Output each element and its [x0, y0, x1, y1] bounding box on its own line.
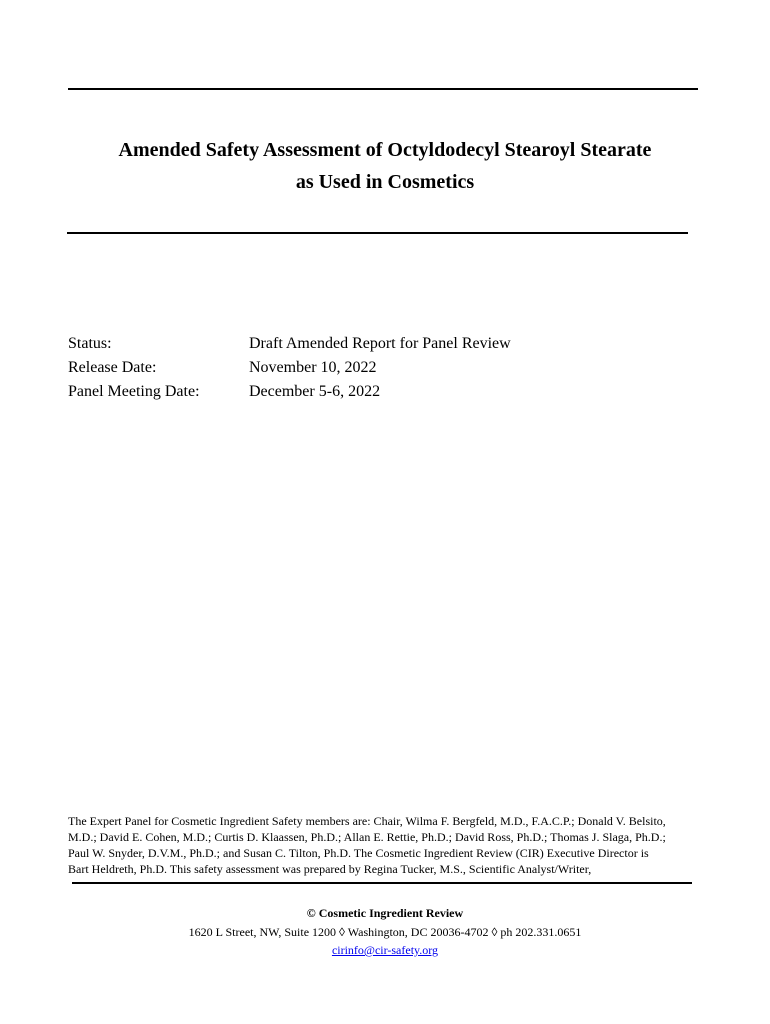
footer-divider	[72, 882, 692, 884]
status-label: Status:	[68, 335, 112, 352]
expert-panel-note	[68, 813, 708, 877]
release-date-label: Release Date:	[68, 359, 157, 376]
document-title-line-1: Amended Safety Assessment of Octyldodecyl Stearoyl Stearate	[118, 139, 652, 161]
panel-note-line: M.D.; David E. Cohen, M.D.; Curtis D. Klaassen, Ph.D.; Allan E. Rettie, Ph.D.; David Ross, Ph.D.; Thomas J. Slaga, Ph.D.;	[68, 830, 666, 844]
footer-address: 1620 L Street, NW, Suite 1200 ◊ Washington, DC 20036-4702 ◊ ph 202.331.0651	[188, 925, 582, 939]
panel-note-line: Bart Heldreth, Ph.D. This safety assessment was prepared by Regina Tucker, M.S., Scientific Analyst/Writer,	[68, 862, 592, 876]
document-title-line-2: as Used in Cosmetics	[295, 171, 475, 193]
title-divider	[67, 232, 688, 234]
panel-note-line: The Expert Panel for Cosmetic Ingredient Safety members are: Chair, Wilma F. Bergfeld, M.D., F.A.C.P.; Donald V. Belsito,	[68, 814, 666, 828]
top-divider	[68, 88, 698, 90]
panel-meeting-date-label: Panel Meeting Date:	[68, 383, 200, 400]
footer-copyright: © Cosmetic Ingredient Review	[306, 906, 464, 920]
panel-note-line: Paul W. Snyder, D.V.M., Ph.D.; and Susan C. Tilton, Ph.D. The Cosmetic Ingredient Review (CIR) Executive Director is	[68, 846, 649, 860]
status-value: Draft Amended Report for Panel Review	[249, 335, 511, 352]
footer	[40, 905, 730, 958]
release-date-value: November 10, 2022	[249, 359, 377, 376]
panel-meeting-date-value: December 5-6, 2022	[249, 383, 381, 400]
footer-email-link[interactable]: cirinfo@cir-safety.org	[331, 943, 439, 957]
